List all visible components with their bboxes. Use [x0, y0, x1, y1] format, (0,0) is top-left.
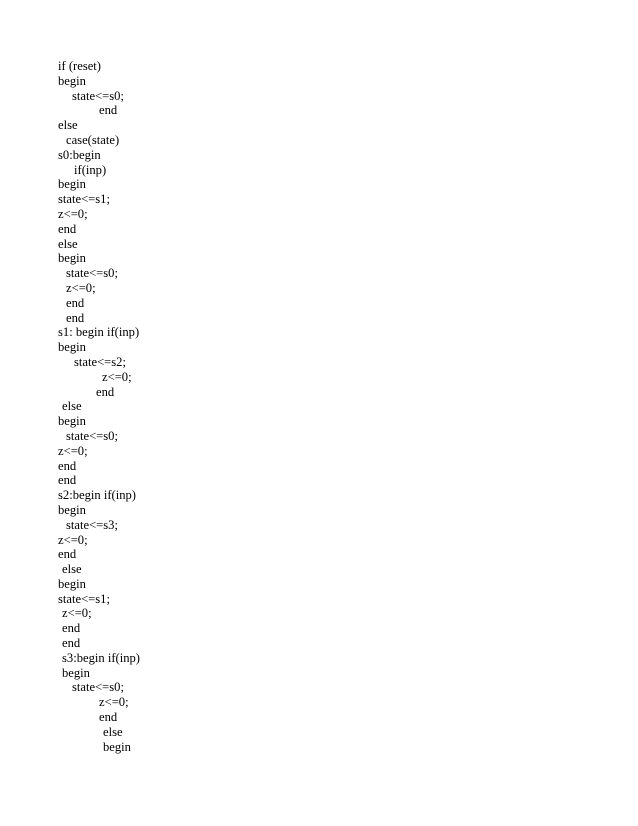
code-line: begin	[58, 414, 86, 429]
code-line: end	[62, 636, 81, 651]
code-line: end	[58, 458, 77, 473]
code-line: if (reset)	[58, 59, 102, 73]
code-line: begin	[103, 739, 131, 754]
code-line: end	[62, 621, 81, 636]
code-line: state<=s0;	[72, 680, 124, 695]
code-line: end	[58, 221, 77, 236]
code-line: s1: begin if(inp)	[58, 325, 140, 340]
code-line: z<=0;	[66, 280, 96, 295]
code-line: end	[96, 384, 115, 399]
code-line: state<=s0;	[72, 88, 124, 103]
code-line: end	[58, 547, 77, 562]
code-line: s0:begin	[58, 147, 101, 162]
code-line: state<=s1;	[58, 591, 110, 606]
code-line: end	[99, 103, 118, 118]
code-line: z<=0;	[99, 695, 129, 710]
code-line: z<=0;	[58, 532, 88, 547]
code-line: state<=s1;	[58, 192, 110, 207]
code-line: else	[62, 562, 82, 577]
code-line: else	[62, 399, 82, 414]
code-line: else	[103, 724, 123, 739]
code-line: else	[58, 236, 78, 251]
code-line: end	[99, 710, 118, 725]
code-line: z<=0;	[58, 443, 88, 458]
code-line: else	[58, 118, 78, 133]
code-line: begin	[58, 177, 86, 192]
code-line: if(inp)	[74, 162, 107, 177]
code-line: state<=s2;	[74, 354, 126, 369]
code-line: z<=0;	[102, 369, 132, 384]
code-listing	[58, 59, 618, 754]
code-line: z<=0;	[62, 606, 92, 621]
code-line: state<=s0;	[66, 266, 118, 281]
code-line: s2:begin if(inp)	[58, 488, 136, 503]
code-line: begin	[58, 502, 86, 517]
code-line: begin	[58, 73, 86, 88]
code-line: end	[58, 473, 77, 488]
code-line: state<=s0;	[66, 428, 118, 443]
code-line: case(state)	[66, 132, 120, 147]
code-line: z<=0;	[58, 206, 88, 221]
code-line: end	[66, 310, 85, 325]
code-line: begin	[58, 340, 86, 355]
code-line: begin	[58, 576, 86, 591]
code-line: end	[66, 295, 85, 310]
code-line: begin	[62, 665, 90, 680]
code-line: state<=s3;	[66, 517, 118, 532]
code-line: begin	[58, 251, 86, 266]
code-line: s3:begin if(inp)	[62, 650, 140, 665]
